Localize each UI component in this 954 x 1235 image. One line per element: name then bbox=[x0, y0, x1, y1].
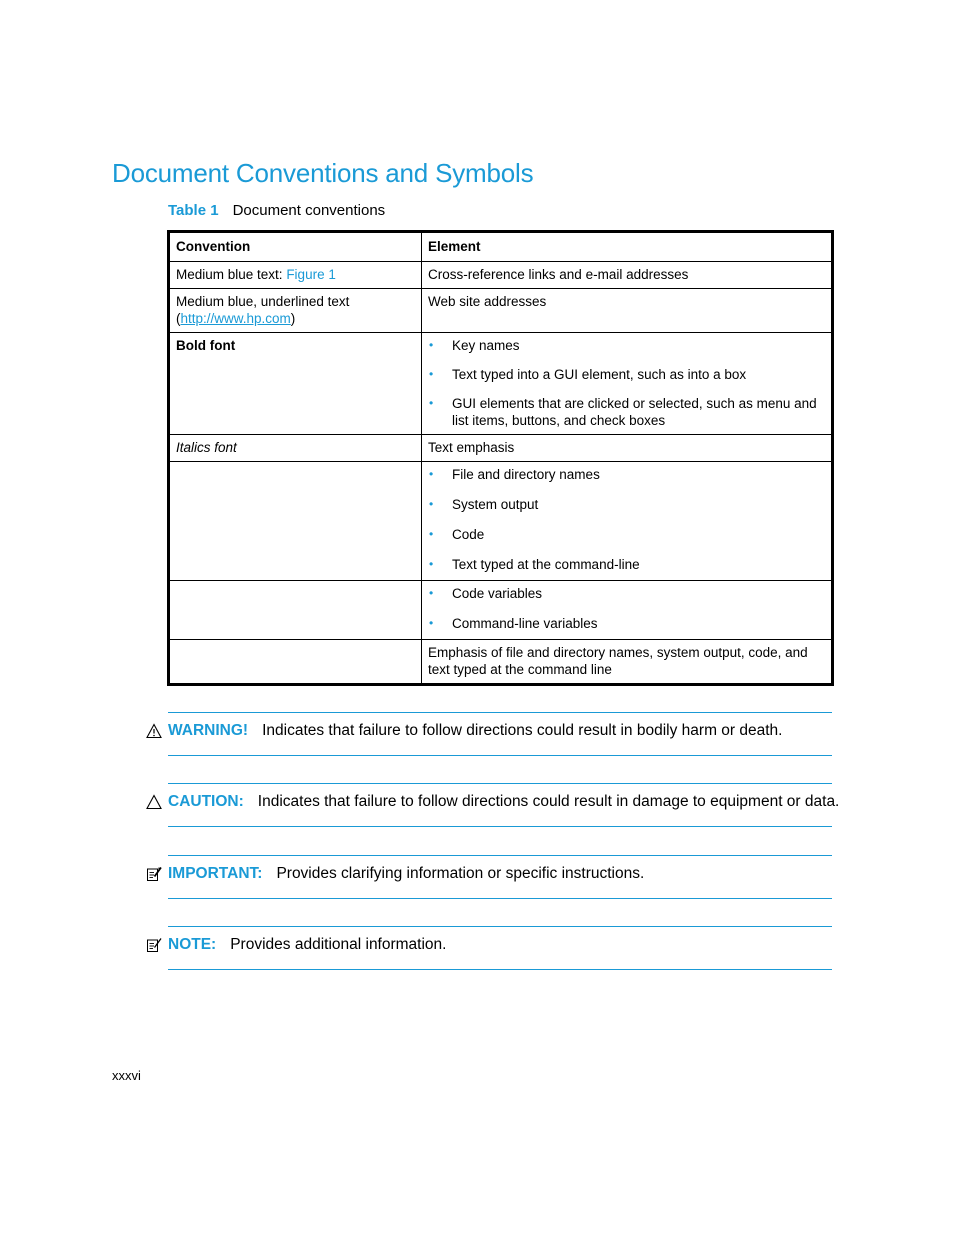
list-item bbox=[428, 526, 825, 543]
note-icon bbox=[146, 937, 162, 953]
table-row bbox=[169, 435, 833, 462]
list-item-text: Text typed at the command-line bbox=[452, 557, 640, 572]
list-item-text: Key names bbox=[452, 338, 520, 353]
column-header-convention: Convention bbox=[169, 232, 422, 262]
table-row bbox=[169, 462, 833, 581]
bullet-icon: • bbox=[429, 527, 434, 541]
notice-text: Provides additional information. bbox=[230, 936, 447, 953]
element-cell bbox=[422, 333, 833, 435]
bullet-icon: • bbox=[429, 467, 434, 481]
bullet-icon: • bbox=[429, 338, 434, 352]
element-cell bbox=[422, 462, 833, 581]
convention-cell bbox=[169, 289, 422, 333]
table-caption bbox=[168, 202, 385, 219]
convention-text: Medium blue text: bbox=[176, 267, 287, 282]
list-item bbox=[428, 466, 825, 483]
notice-label: CAUTION: bbox=[168, 793, 244, 810]
bullet-icon: • bbox=[429, 367, 434, 381]
important-notice bbox=[168, 855, 832, 899]
list-item bbox=[428, 556, 825, 573]
table-row bbox=[169, 262, 833, 289]
list-item-text: Command-line variables bbox=[452, 616, 598, 631]
convention-cell bbox=[169, 262, 422, 289]
element-cell: Web site addresses bbox=[422, 289, 833, 333]
bullet-icon: • bbox=[429, 557, 434, 571]
list-item-text: System output bbox=[452, 497, 539, 512]
element-cell: Text emphasis bbox=[422, 435, 833, 462]
bullet-icon: • bbox=[429, 586, 434, 600]
list-item bbox=[428, 337, 825, 354]
list-item-text: Code bbox=[452, 527, 485, 542]
paren-open: ( bbox=[176, 311, 181, 326]
list-item bbox=[428, 585, 825, 602]
warning-triangle-icon bbox=[146, 723, 162, 739]
convention-cell bbox=[169, 640, 422, 685]
table-row bbox=[169, 289, 833, 333]
page-title: Document Conventions and Symbols bbox=[112, 158, 534, 188]
list-item bbox=[428, 615, 825, 632]
element-list bbox=[428, 337, 825, 429]
notice-text: Indicates that failure to follow directions could result in damage to equipment or data. bbox=[257, 793, 840, 810]
bullet-icon: • bbox=[429, 497, 434, 511]
element-cell: Cross-reference links and e-mail addresses bbox=[422, 262, 833, 289]
conventions-table bbox=[167, 230, 834, 686]
notice-text: Indicates that failure to follow directions could result in bodily harm or death. bbox=[262, 722, 783, 739]
list-item-text: File and directory names bbox=[452, 467, 600, 482]
element-list bbox=[428, 585, 825, 632]
table-row bbox=[169, 581, 833, 640]
notice-label: WARNING! bbox=[168, 722, 249, 739]
convention-text: Medium blue, underlined text bbox=[176, 294, 350, 309]
convention-cell bbox=[169, 462, 422, 581]
list-item-text: Text typed into a GUI element, such as into a box bbox=[452, 367, 747, 382]
list-item bbox=[428, 366, 825, 383]
notice-label: IMPORTANT: bbox=[168, 865, 263, 882]
important-note-icon bbox=[146, 866, 162, 882]
list-item-text: Code variables bbox=[452, 586, 543, 601]
table-row bbox=[169, 640, 833, 685]
notice-label: NOTE: bbox=[168, 936, 217, 953]
caution-notice bbox=[168, 783, 840, 827]
table-header-row bbox=[169, 232, 833, 262]
list-item-text: GUI elements that are clicked or selected, such as menu and list items, buttons, and check boxes bbox=[452, 396, 817, 428]
column-header-element: Element bbox=[422, 232, 833, 262]
list-item bbox=[428, 395, 825, 429]
element-list bbox=[428, 466, 825, 573]
warning-notice bbox=[168, 712, 832, 756]
page-number: xxxvi bbox=[112, 1068, 141, 1083]
convention-cell: Bold font bbox=[169, 333, 422, 435]
list-item bbox=[428, 496, 825, 513]
paren-close: ) bbox=[290, 311, 296, 326]
element-cell: Emphasis of file and directory names, system output, code, and text typed at the command line bbox=[422, 640, 833, 685]
website-link[interactable]: http://www.hp.com bbox=[180, 311, 291, 326]
figure-link[interactable]: Figure 1 bbox=[286, 267, 336, 282]
element-cell bbox=[422, 581, 833, 640]
note-notice bbox=[168, 926, 832, 970]
table-row bbox=[169, 333, 833, 435]
bullet-icon: • bbox=[429, 396, 434, 410]
bullet-icon: • bbox=[429, 616, 434, 630]
table-caption-text: Document conventions bbox=[232, 202, 386, 219]
table-caption-label: Table 1 bbox=[168, 202, 219, 219]
notice-text: Provides clarifying information or specific instructions. bbox=[276, 865, 645, 882]
convention-cell: Italics font bbox=[169, 435, 422, 462]
caution-triangle-icon bbox=[146, 794, 162, 810]
convention-cell bbox=[169, 581, 422, 640]
